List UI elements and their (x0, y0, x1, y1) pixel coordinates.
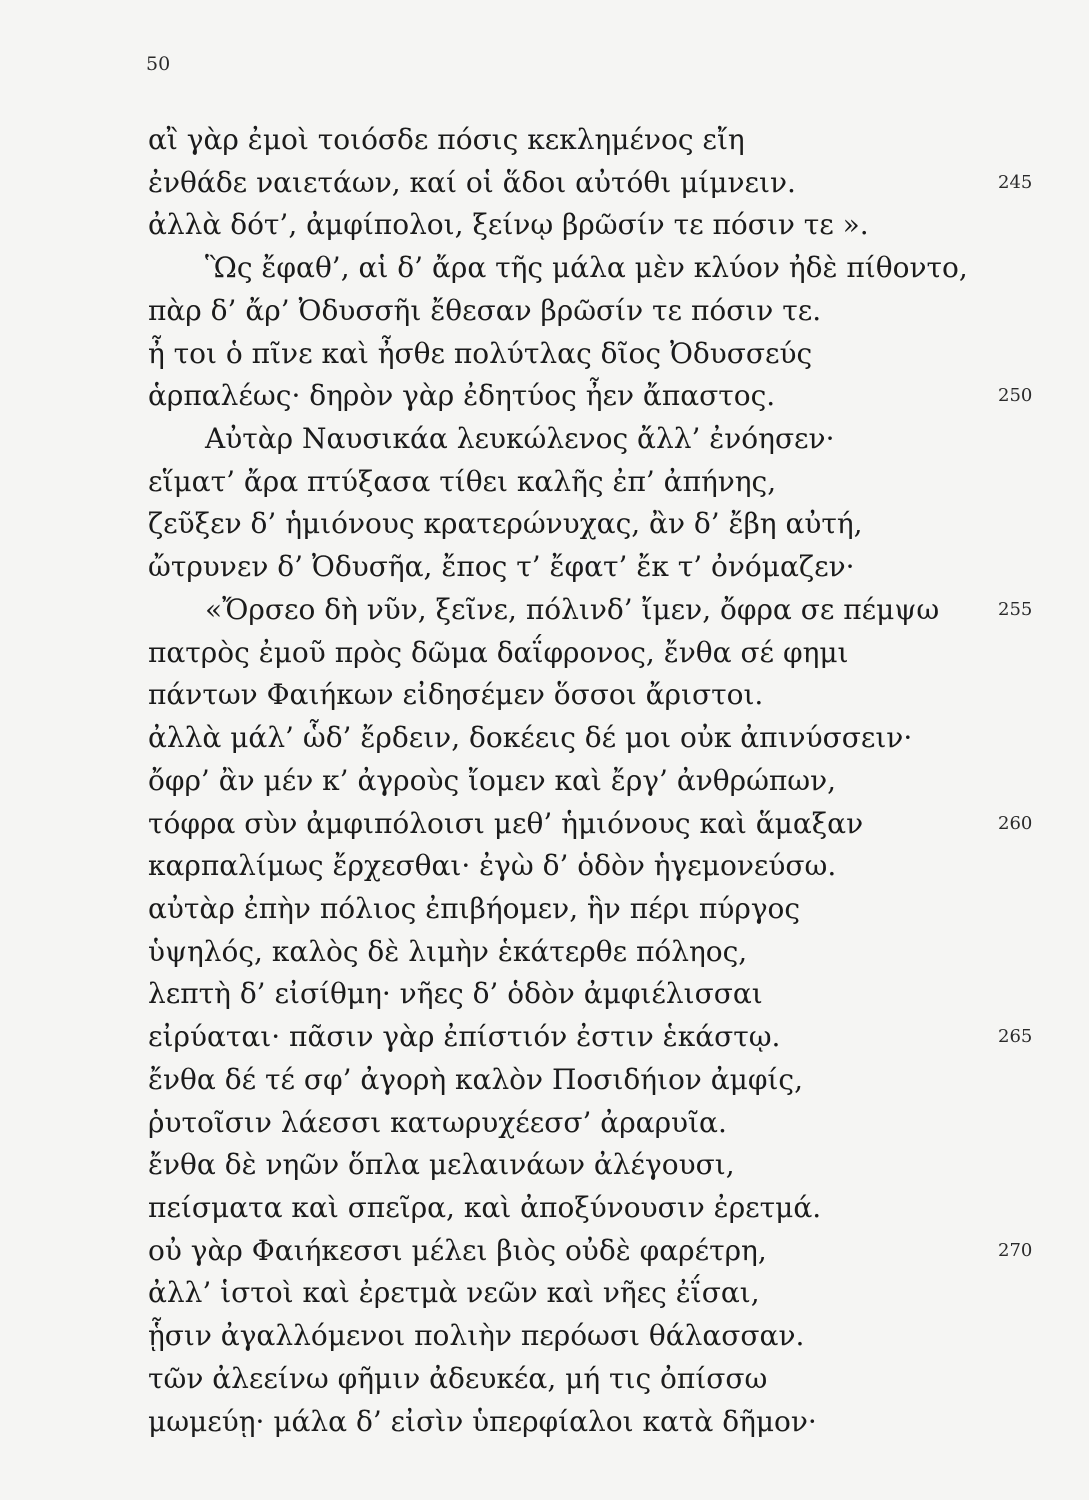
verse-line (0, 717, 1089, 760)
verse-text: πατρὸς ἐμοῦ πρὸς δῶμα δαΐφρονος, ἔνθα σέ φημι (148, 635, 849, 669)
verse-text: πείσματα καὶ σπεῖρα, καὶ ἀποξύνουσιν ἐρετμά. (148, 1190, 822, 1224)
verse-text: τῶν ἀλεείνω φῆμιν ἀδευκέα, μή τις ὀπίσσω (148, 1361, 768, 1395)
verse-line (0, 461, 1089, 504)
verse-text: μωμεύῃ· μάλα δ’ εἰσὶν ὑπερφίαλοι κατὰ δῆμον· (148, 1404, 817, 1438)
verse-line (0, 845, 1089, 888)
line-number: 270 (998, 1239, 1033, 1261)
verse-line (0, 546, 1089, 589)
verse-line (0, 290, 1089, 333)
verse-line (0, 888, 1089, 931)
verse-line (0, 1358, 1089, 1401)
verse-line (0, 1144, 1089, 1187)
verse-line (0, 803, 1089, 846)
verse-line (0, 674, 1089, 717)
verse-text: ἔνθα δέ τέ σφ’ ἀγορὴ καλὸν Ποσιδήιον ἀμφίς, (148, 1062, 803, 1096)
verse-text: ὤτρυνεν δ’ Ὀδυσῆα, ἔπος τ’ ἔφατ’ ἔκ τ’ ὀνόμαζεν· (148, 550, 855, 584)
verse-line (0, 1059, 1089, 1102)
verse-text: λεπτὴ δ’ εἰσίθμη· νῆες δ’ ὁδὸν ἀμφιέλισσαι (148, 977, 763, 1011)
verse-text: ᾗσιν ἀγαλλόμενοι πολιὴν περόωσι θάλασσαν. (148, 1319, 805, 1353)
verse-line (0, 375, 1089, 418)
verse-text: ἐνθάδε ναιετάων, καί οἱ ἅδοι αὐτόθι μίμνειν. (148, 165, 796, 199)
verse-text: πὰρ δ’ ἄρ’ Ὀδυσσῆι ἔθεσαν βρῶσίν τε πόσιν τε. (148, 293, 822, 327)
verse-text: ῥυτοῖσιν λάεσσι κατωρυχέεσσ’ ἀραρυῖα. (148, 1105, 727, 1139)
verse-text: ἁρπαλέως· δηρὸν γὰρ ἐδητύος ἦεν ἄπαστος. (148, 379, 776, 413)
verse-line (0, 1187, 1089, 1230)
verse-text: ἔνθα δὲ νηῶν ὅπλα μελαινάων ἀλέγουσι, (148, 1148, 735, 1182)
verse-text: ζεῦξεν δ’ ἡμιόνους κρατερώνυχας, ἂν δ’ ἔβη αὐτή, (148, 507, 863, 541)
verse-line (0, 632, 1089, 675)
verse-line (0, 760, 1089, 803)
verse-line (0, 204, 1089, 247)
verse-block (0, 119, 1089, 1443)
verse-text: ἦ τοι ὁ πῖνε καὶ ἦσθε πολύτλας δῖος Ὀδυσσεύς (148, 336, 813, 370)
verse-text: αὐτὰρ ἐπὴν πόλιος ἐπιβήομεν, ἣν πέρι πύργος (148, 891, 801, 925)
verse-text: οὐ γὰρ Φαιήκεσσι μέλει βιὸς οὐδὲ φαρέτρη, (148, 1233, 767, 1267)
verse-line (0, 418, 1089, 461)
verse-line (0, 1230, 1089, 1273)
verse-text: Αὐτὰρ Ναυσικάα λευκώλενος ἄλλ’ ἐνόησεν· (205, 422, 835, 456)
verse-line (0, 589, 1089, 632)
verse-line (0, 119, 1089, 162)
verse-line (0, 247, 1089, 290)
verse-line (0, 1272, 1089, 1315)
verse-text: τόφρα σὺν ἀμφιπόλοισι μεθ’ ἡμιόνους καὶ ἅμαξαν (148, 806, 864, 840)
verse-text: εἰρύαται· πᾶσιν γὰρ ἐπίστιόν ἐστιν ἑκάστῳ. (148, 1020, 781, 1054)
verse-line (0, 1401, 1089, 1444)
verse-text: «Ὄρσεο δὴ νῦν, ξεῖνε, πόλινδ’ ἴμεν, ὄφρα σε πέμψω (205, 592, 940, 626)
verse-line (0, 162, 1089, 205)
verse-line (0, 931, 1089, 974)
verse-text: ἀλλὰ δότ’, ἀμφίπολοι, ξείνῳ βρῶσίν τε πόσιν τε ». (148, 208, 869, 242)
verse-text: ὄφρ’ ἂν μέν κ’ ἀγροὺς ἴομεν καὶ ἔργ’ ἀνθρώπων, (148, 763, 837, 797)
verse-text: καρπαλίμως ἔρχεσθαι· ἐγὼ δ’ ὁδὸν ἡγεμονεύσω. (148, 849, 837, 883)
page-number: 50 (146, 53, 171, 75)
verse-text: αἲ γὰρ ἐμοὶ τοιόσδε πόσις κεκλημένος εἴη (148, 123, 745, 156)
line-number: 250 (998, 385, 1033, 407)
line-number: 255 (998, 598, 1033, 620)
verse-text: ἀλλ’ ἱστοὶ καὶ ἐρετμὰ νεῶν καὶ νῆες ἐΐσαι, (148, 1276, 760, 1310)
verse-line (0, 503, 1089, 546)
verse-line (0, 1016, 1089, 1059)
line-number: 245 (998, 171, 1033, 193)
line-number: 260 (998, 812, 1033, 834)
verse-text: ἀλλὰ μάλ’ ὧδ’ ἔρδειν, δοκέεις δέ μοι οὐκ ἀπινύσσειν· (148, 721, 913, 755)
verse-text: πάντων Φαιήκων εἰδησέμεν ὅσσοι ἄριστοι. (148, 678, 764, 712)
verse-line (0, 973, 1089, 1016)
verse-text: ὑψηλός, καλὸς δὲ λιμὴν ἑκάτερθε πόληος, (148, 934, 748, 968)
verse-text: Ὣς ἔφαθ’, αἱ δ’ ἄρα τῆς μάλα μὲν κλύον ἠδὲ πίθοντο, (205, 251, 968, 285)
verse-line (0, 1315, 1089, 1358)
verse-line (0, 333, 1089, 376)
line-number: 265 (998, 1026, 1033, 1048)
verse-line (0, 1102, 1089, 1145)
verse-text: εἵματ’ ἄρα πτύξασα τίθει καλῆς ἐπ’ ἀπήνης, (148, 464, 777, 498)
